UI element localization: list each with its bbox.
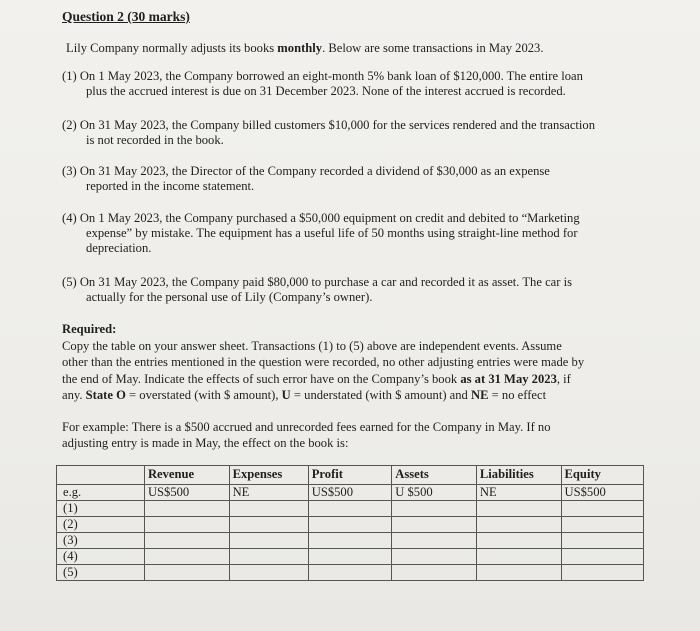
cell-assets <box>392 533 477 549</box>
header-revenue: Revenue <box>144 466 229 485</box>
cell-equity <box>561 501 643 517</box>
cell-profit <box>308 533 392 549</box>
transaction-4: (4) On 1 May 2023, the Company purchased a $50,000 equipment on credit and debited to “Marketing expense” by mistake. The equipment has a useful life of 50 months using straight-line method for depreciation. <box>62 211 580 255</box>
example-text: For example: There is a $500 accrued and unrecorded fees earned for the Company in May. If no adjusting entry is made in May, the effect on the book is: <box>62 420 551 450</box>
cell-expenses <box>229 549 308 565</box>
cell-profit <box>308 565 392 581</box>
cell-revenue <box>144 549 229 565</box>
cell-liabilities <box>476 533 561 549</box>
cell-revenue <box>144 533 229 549</box>
cell-equity: US$500 <box>561 485 643 501</box>
header-liabilities: Liabilities <box>476 466 561 485</box>
header-expenses: Expenses <box>229 466 308 485</box>
cell-liabilities: NE <box>476 485 561 501</box>
cell-assets <box>392 565 477 581</box>
required-heading: Required: <box>62 322 117 336</box>
transaction-1: (1) On 1 May 2023, the Company borrowed an eight-month 5% bank loan of $120,000. The entire loan plus the accrued interest is due on 31 December 2023. None of the interest accrued is recorded. <box>62 69 583 98</box>
cell-revenue <box>144 517 229 533</box>
cell-profit <box>308 549 392 565</box>
cell-profit: US$500 <box>308 485 392 501</box>
header-profit: Profit <box>308 466 392 485</box>
cell-liabilities <box>476 549 561 565</box>
table-row <box>57 533 644 549</box>
header-blank <box>57 466 145 485</box>
table-row <box>57 549 644 565</box>
effects-table <box>56 465 644 581</box>
cell-revenue: US$500 <box>144 485 229 501</box>
cell-equity <box>561 549 643 565</box>
table-row <box>57 517 644 533</box>
required-text: Copy the table on your answer sheet. Transactions (1) to (5) above are independent events. Assume other than the entries mentioned in the question were recorded, no other adjusting entries were made by the end of May. Indicate the effects of such error have on the Company’s book as at 31 May 2023, if any. State O = overstated (with $ amount), U = understated (with $ amount) and NE = no effect <box>62 339 585 402</box>
cell-expenses <box>229 533 308 549</box>
table-row <box>57 501 644 517</box>
row-label: (4) <box>57 549 145 565</box>
cell-expenses <box>229 565 308 581</box>
cell-assets: U $500 <box>392 485 477 501</box>
table-header-row <box>57 466 644 485</box>
cell-equity <box>561 517 643 533</box>
cell-liabilities <box>476 517 561 533</box>
table-row <box>57 485 644 501</box>
row-label: (2) <box>57 517 145 533</box>
question-title: Question 2 (30 marks) <box>62 9 190 24</box>
cell-assets <box>392 517 477 533</box>
row-label: e.g. <box>57 485 145 501</box>
cell-revenue <box>144 565 229 581</box>
cell-expenses <box>229 517 308 533</box>
cell-liabilities <box>476 565 561 581</box>
cell-profit <box>308 517 392 533</box>
transaction-2: (2) On 31 May 2023, the Company billed customers $10,000 for the services rendered and the transaction is not recorded in the book. <box>62 118 595 147</box>
cell-assets <box>392 501 477 517</box>
cell-expenses: NE <box>229 485 308 501</box>
row-label: (3) <box>57 533 145 549</box>
header-equity: Equity <box>561 466 643 485</box>
cell-expenses <box>229 501 308 517</box>
cell-assets <box>392 549 477 565</box>
transaction-5: (5) On 31 May 2023, the Company paid $80,000 to purchase a car and recorded it as asset. The car is actually for the personal use of Lily (Company’s owner). <box>62 275 573 304</box>
transaction-3: (3) On 31 May 2023, the Director of the Company recorded a dividend of $30,000 as an expense reported in the income statement. <box>62 164 550 193</box>
intro-text: Lily Company normally adjusts its books monthly. Below are some transactions in May 2023. <box>66 41 544 55</box>
row-label: (1) <box>57 501 145 517</box>
cell-equity <box>561 533 643 549</box>
table-row <box>57 565 644 581</box>
row-label: (5) <box>57 565 145 581</box>
header-assets: Assets <box>392 466 477 485</box>
cell-equity <box>561 565 643 581</box>
cell-revenue <box>144 501 229 517</box>
cell-profit <box>308 501 392 517</box>
cell-liabilities <box>476 501 561 517</box>
